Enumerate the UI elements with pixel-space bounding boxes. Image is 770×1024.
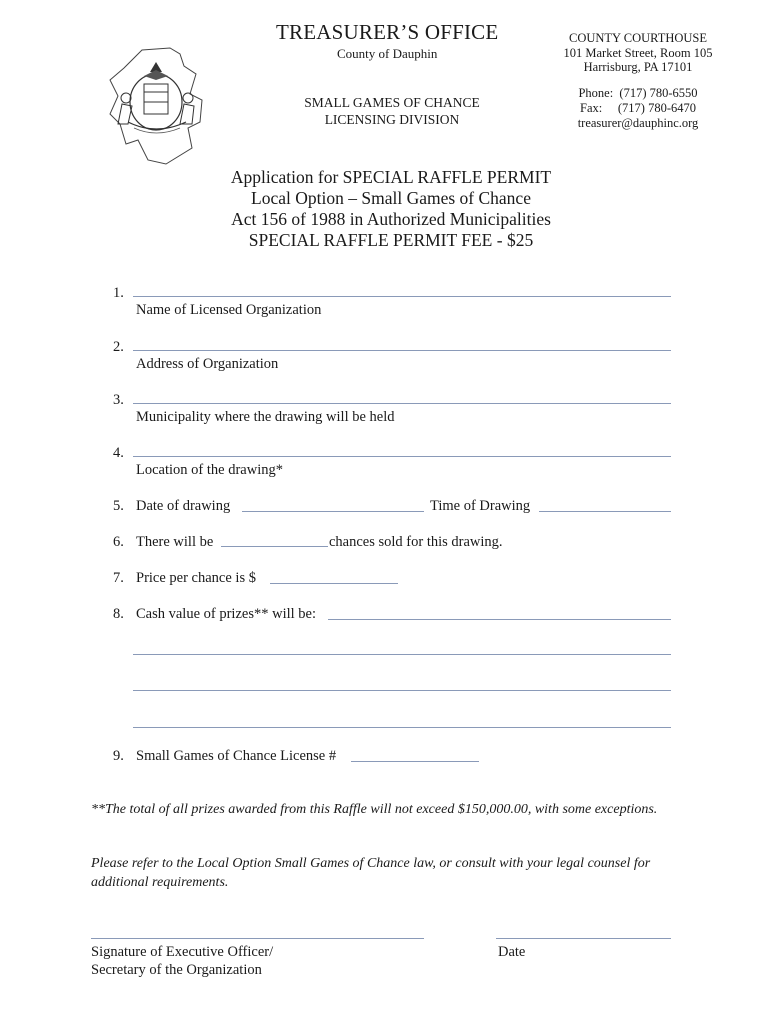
field-1-label: Name of Licensed Organization <box>136 302 322 318</box>
field-4-number: 4. <box>113 445 124 461</box>
signature-date-label: Date <box>498 944 526 960</box>
chances-label-end: chances sold for this drawing. <box>329 534 503 550</box>
field-3-label: Municipality where the drawing will be held <box>136 409 395 425</box>
prize-value-field-2[interactable] <box>133 654 671 655</box>
application-title: Application for SPECIAL RAFFLE PERMIT <box>230 167 552 187</box>
application-subtitle: Local Option – Small Games of Chance <box>251 188 531 208</box>
field-3-number: 3. <box>113 392 124 408</box>
courthouse-city: Harrisburg, PA 17101 <box>583 60 693 74</box>
fax-number: Fax: (717) 780-6470 <box>580 101 696 115</box>
phone-number: Phone: (717) 780-6550 <box>578 86 698 100</box>
prize-limit-note: **The total of all prizes awarded from this Raffle will not exceed $150,000.00, with some exceptions. <box>91 802 658 817</box>
field-7-number: 7. <box>113 570 124 586</box>
license-number-field[interactable] <box>351 761 479 762</box>
field-2-number: 2. <box>113 339 124 355</box>
field-8-number: 8. <box>113 606 124 622</box>
courthouse-name: COUNTY COURTHOUSE <box>568 31 708 45</box>
prize-value-field-4[interactable] <box>133 727 671 728</box>
officer-signature-label-1: Signature of Executive Officer/ <box>91 944 274 960</box>
office-title: TREASURER’S OFFICE <box>276 20 499 44</box>
drawing-time-field[interactable] <box>539 511 671 512</box>
field-2-label: Address of Organization <box>136 356 279 372</box>
legal-reference-note: Please refer to the Local Option Small Games of Chance law, or consult with your legal counsel for additional requirements. <box>91 856 651 890</box>
division-line-2: LICENSING DIVISION <box>324 112 460 127</box>
drawing-date-label: Date of drawing <box>136 498 231 514</box>
prize-value-field-3[interactable] <box>133 690 671 691</box>
field-5-number: 5. <box>113 498 124 514</box>
field-9-number: 9. <box>113 748 124 764</box>
officer-signature-label-2: Secretary of the Organization <box>91 962 262 978</box>
field-1-number: 1. <box>113 285 124 301</box>
chances-label-start: There will be <box>136 534 214 550</box>
price-per-chance-field[interactable] <box>270 583 398 584</box>
field-4-label: Location of the drawing* <box>136 462 283 478</box>
courthouse-street: 101 Market Street, Room 105 <box>563 46 713 60</box>
email-address: treasurer@dauphinc.org <box>577 116 699 130</box>
organization-address-field[interactable] <box>133 350 671 351</box>
drawing-date-field[interactable] <box>242 511 424 512</box>
officer-signature-field[interactable] <box>91 938 424 939</box>
organization-name-field[interactable] <box>133 296 671 297</box>
application-fee: SPECIAL RAFFLE PERMIT FEE - $25 <box>248 230 534 250</box>
signature-date-field[interactable] <box>496 938 671 939</box>
drawing-time-label: Time of Drawing <box>430 498 531 514</box>
application-act: Act 156 of 1988 in Authorized Municipalities <box>231 209 551 229</box>
chances-count-field[interactable] <box>221 546 328 547</box>
prize-value-field-1[interactable] <box>328 619 671 620</box>
municipality-field[interactable] <box>133 403 671 404</box>
field-6-number: 6. <box>113 534 124 550</box>
county-seal-logo <box>104 44 216 166</box>
division-line-1: SMALL GAMES OF CHANCE <box>304 95 480 110</box>
drawing-location-field[interactable] <box>133 456 671 457</box>
county-name: County of Dauphin <box>337 46 438 61</box>
prize-value-label: Cash value of prizes** will be: <box>136 606 316 622</box>
price-per-chance-label: Price per chance is $ <box>136 570 256 586</box>
license-number-label: Small Games of Chance License # <box>136 748 337 764</box>
